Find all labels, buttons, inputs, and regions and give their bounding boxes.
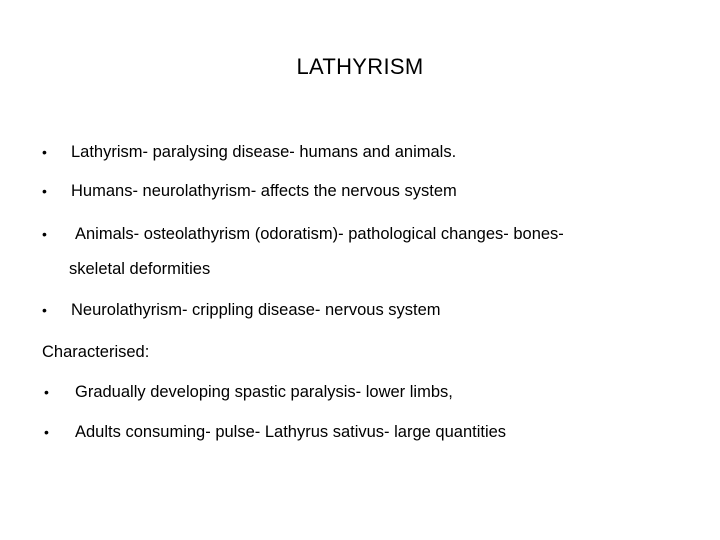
- sub-bullet-text: Gradually developing spastic paralysis- lower limbs,: [75, 383, 453, 401]
- bullet-text: Animals- osteolathyrism (odoratism)- pathological changes- bones-: [75, 225, 564, 243]
- bullet-marker: •: [42, 226, 47, 242]
- bullet-text: Neurolathyrism- crippling disease- nervous system: [71, 301, 441, 319]
- bullet-marker: •: [42, 144, 47, 160]
- sub-bullet-marker: •: [44, 384, 49, 400]
- sub-bullet-marker: •: [44, 424, 49, 440]
- bullet-text: Humans- neurolathyrism- affects the nervous system: [71, 182, 457, 200]
- slide-title: LATHYRISM: [296, 54, 424, 79]
- sub-bullet-text: Adults consuming- pulse- Lathyrus sativus- large quantities: [75, 423, 507, 441]
- bullet-marker: •: [42, 302, 47, 318]
- bullet-marker: •: [42, 183, 47, 199]
- bullet-continuation: skeletal deformities: [69, 260, 211, 278]
- subheading: Characterised:: [42, 343, 150, 361]
- bullet-text: Lathyrism- paralysing disease- humans and animals.: [71, 143, 457, 161]
